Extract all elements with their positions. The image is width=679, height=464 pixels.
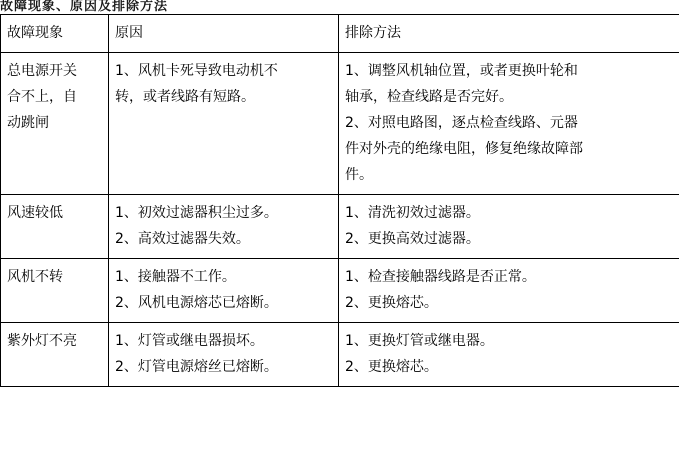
column-header-symptom: 故障现象 bbox=[1, 15, 109, 53]
text-line: 1、调整风机轴位置，或者更换叶轮和 bbox=[345, 63, 578, 79]
cell-cause bbox=[109, 195, 339, 259]
cell-symptom bbox=[1, 195, 109, 259]
text-line: 1、检查接触器线路是否正常。 bbox=[345, 269, 536, 285]
text-line: 2、更换熔芯。 bbox=[345, 359, 438, 375]
cell-cause bbox=[109, 259, 339, 323]
document-title: 故障现象、原因及排除方法 bbox=[0, 0, 169, 14]
text-line: 动跳闸 bbox=[7, 115, 49, 131]
table-row bbox=[1, 195, 679, 259]
text-line: 2、对照电路图，逐点检查线路、元器 bbox=[345, 115, 578, 131]
text-line: 1、清洗初效过滤器。 bbox=[345, 205, 480, 221]
cell-solution bbox=[339, 53, 679, 195]
cell-solution bbox=[339, 195, 679, 259]
text-line: 1、初效过滤器积尘过多。 bbox=[115, 205, 278, 221]
fault-troubleshooting-table bbox=[0, 14, 679, 387]
cell-cause bbox=[109, 323, 339, 387]
cell-cause bbox=[109, 53, 339, 195]
column-header-cause: 原因 bbox=[109, 15, 339, 53]
text-line: 1、风机卡死导致电动机不 bbox=[115, 63, 278, 79]
text-line: 转，或者线路有短路。 bbox=[115, 89, 255, 105]
text-line: 2、更换熔芯。 bbox=[345, 295, 438, 311]
cell-symptom bbox=[1, 323, 109, 387]
table-row bbox=[1, 53, 679, 195]
text-line: 风速较低 bbox=[7, 205, 63, 221]
cell-symptom bbox=[1, 259, 109, 323]
text-line: 2、灯管电源熔丝已熔断。 bbox=[115, 359, 278, 375]
column-header-solution: 排除方法 bbox=[339, 15, 679, 53]
cell-symptom bbox=[1, 53, 109, 195]
text-line: 风机不转 bbox=[7, 269, 63, 285]
text-line: 轴承，检查线路是否完好。 bbox=[345, 89, 513, 105]
text-line: 件。 bbox=[345, 167, 373, 183]
text-line: 件对外壳的绝缘电阻，修复绝缘故障部 bbox=[345, 141, 583, 157]
text-line: 1、更换灯管或继电器。 bbox=[345, 333, 494, 349]
text-line: 2、风机电源熔芯已熔断。 bbox=[115, 295, 278, 311]
table-row bbox=[1, 259, 679, 323]
text-line: 紫外灯不亮 bbox=[7, 333, 77, 349]
cell-solution bbox=[339, 323, 679, 387]
text-line: 总电源开关 bbox=[7, 63, 77, 79]
text-line: 1、灯管或继电器损坏。 bbox=[115, 333, 264, 349]
text-line: 2、更换高效过滤器。 bbox=[345, 231, 480, 247]
cell-solution bbox=[339, 259, 679, 323]
text-line: 合不上，自 bbox=[7, 89, 77, 105]
table-row bbox=[1, 323, 679, 387]
table-header-row bbox=[1, 15, 679, 53]
text-line: 2、高效过滤器失效。 bbox=[115, 231, 250, 247]
text-line: 1、接触器不工作。 bbox=[115, 269, 236, 285]
